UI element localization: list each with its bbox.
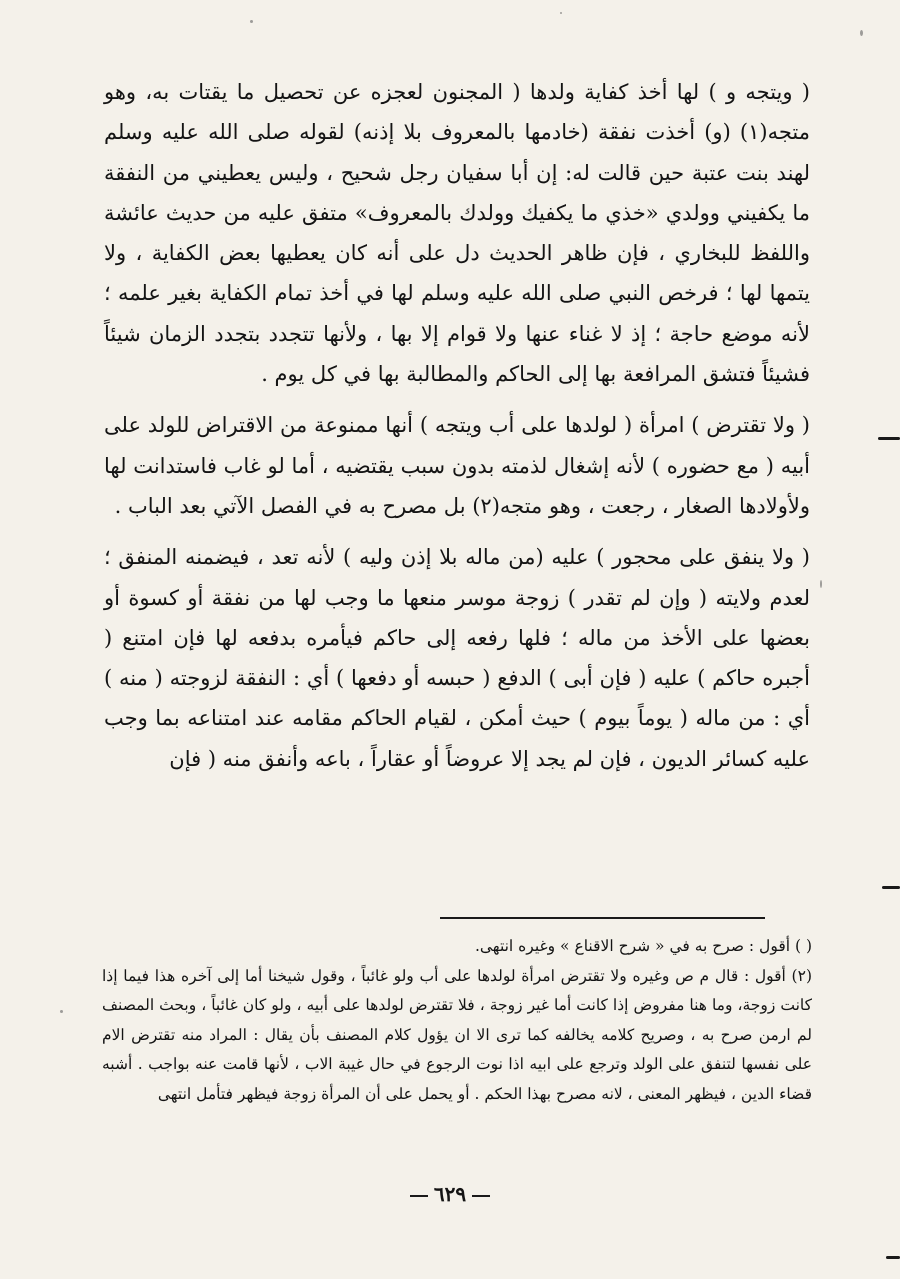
page-number [380, 1182, 520, 1206]
footnotes [102, 932, 812, 1110]
scan-speck [860, 30, 863, 36]
scan-speck [560, 12, 562, 14]
scan-speck [60, 1010, 63, 1013]
footnote: ( ) أقول : صرح به في « شرح الاقناع » وغيره انتهى. [474, 937, 812, 955]
paragraph: ( ولا تقترض ) امرأة ( لولدها على أب ويتجه ) أنها ممنوعة من الاقتراض للولد على أبيه ( مع حضوره ) لأنه إشغال لذمته بدون سبب يقتضيه ، أما لو غاب فاستدانت لها ولأولادها الصغار ، رجعت ، وهو متجه(٢) بل مصرح به في الفصل الآتي بعد الباب . [104, 413, 810, 518]
dash-decoration [410, 1195, 428, 1197]
footnote: (٢) أقول : قال م ص وغيره ولا تقترض امرأة لولدها على أب ولو غائباً ، وقول شيخنا أما إلى آخره هذا فيما إذا كانت زوجة، وما هنا مفروض إذا كانت أما غير زوجة ، فلا تقترض لولدها على أبيه ، ولو كان غائباً ، وبحث المصنف لم ارمن صرح به ، وصريح كلامه يخالفه كما ترى الا ان يؤول كلام المصنف بأن يقال : المراد منه تقترض الام على نفسها لتنفق على الولد وترجع على ابيه اذا نوت الرجوع في حال غيبة الاب ، لأنها قامت عنه بواجب . أشبه قضاء الدين ، فيظهر المعنى ، لانه مصرح بهذا الحكم . أو يحمل على أن المرأة زوجة فيظهر فتأمل انتهى [102, 966, 812, 1103]
footnote-separator [440, 917, 765, 919]
paragraph: ( ويتجه و ) لها أخذ كفاية ولدها ( المجنون لعجزه عن تحصيل ما يقتات به، وهو متجه(١) (و) أخذت نفقة (خادمها بالمعروف بلا إذنه) لقوله صلى الله عليه وسلم لهند بنت عتبة حين قالت له: إن أبا سفيان رجل شحيح ، وليس يعطيني من النفقة ما يكفيني وولدي «خذي ما يكفيك وولدك بالمعروف» متفق عليه من حديث عائشة واللفظ للبخاري ، فإن ظاهر الحديث دل على أنه كان يعطيها بعض الكفاية ، ولا يتمها لها ؛ فرخص النبي صلى الله عليه وسلم لها في أخذ تمام الكفاية بغير علمه ؛ لأنه موضع حاجة ؛ إذ لا غناء عنها ولا قوام إلا بها ، ولأنها تتجدد بتجدد الزمان شيئاً فشيئاً فتشق المرافعة بها إلى الحاكم والمطالبة بها في كل يوم . [104, 80, 810, 387]
margin-mark [882, 886, 900, 889]
page-number-text: ٦٢٩ [433, 1182, 467, 1206]
scan-speck [250, 20, 253, 23]
main-text [104, 72, 810, 779]
scan-speck [820, 580, 822, 588]
dash-decoration [472, 1195, 490, 1197]
paragraph: ( ولا ينفق على محجور ) عليه (من ماله بلا إذن وليه ) لأنه تعد ، فيضمنه المنفق ؛ لعدم ولايته ( وإن لم تقدر ) زوجة موسر منعها ما وجب لها من نفقة أو كسوة أو بعضها على الأخذ من ماله ؛ فلها رفعه إلى حاكم فيأمره بدفعه لها فإن امتنع ( أجبره حاكم ) عليه ( فإن أبى ) الدفع ( حبسه أو دفعها ) أي : النفقة لزوجته ( منه ) أي : من ماله ( يوماً بيوم ) حيث أمكن ، لقيام الحاكم مقامه عند امتناعه بما وجب عليه كسائر الديون ، فإن لم يجد إلا عروضاً أو عقاراً ، باعه وأنفق منه ( فإن [104, 545, 810, 771]
margin-mark [878, 437, 900, 440]
margin-mark [886, 1256, 900, 1259]
